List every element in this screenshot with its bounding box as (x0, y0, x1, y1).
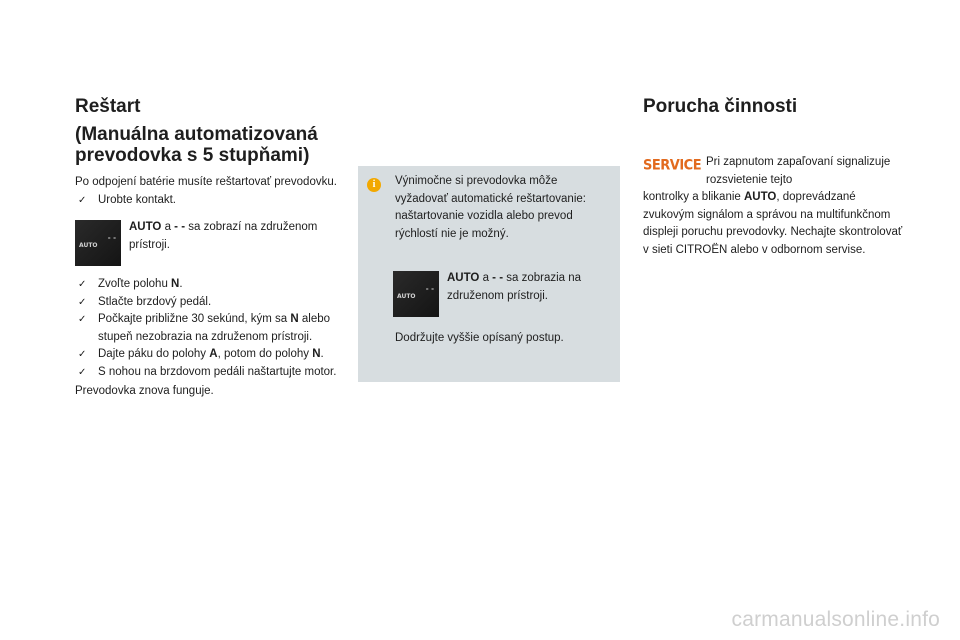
bullet-icon: ✓ (78, 279, 87, 290)
info-note-box (358, 166, 620, 382)
list-item: ✓ Stlačte brzdový pedál. (75, 294, 340, 312)
section-title-malfunction: Porucha činnosti (643, 96, 798, 117)
follow-text: Dodržujte vyššie opísaný postup. (395, 332, 564, 344)
bullet-icon: ✓ (78, 194, 87, 206)
service-warning-icon: SERVICE (643, 157, 702, 174)
bullet-icon: ✓ (78, 366, 87, 378)
auto-display-block (75, 219, 340, 266)
bullet-icon: ✓ (78, 314, 87, 325)
auto-display-image: AUTO - - (393, 271, 439, 317)
info-icon: i (367, 178, 381, 192)
watermark: carmanualsonline.info (731, 608, 940, 631)
auto-display-text: AUTO a - - sa zobrazí na združenom prístroji. (129, 221, 318, 251)
intro-text: Po odpojení batérie musíte reštartovať prevodovku. (75, 176, 337, 188)
service-line: Pri zapnutom zapaľovaní signalizuje rozsvietenie tejto (706, 156, 891, 186)
step-list-1 (75, 192, 340, 210)
auto-display-block (393, 270, 597, 317)
outro-text: Prevodovka znova funguje. (75, 385, 214, 397)
note-text: Výnimočne si prevodovka môže vyžadovať automatické reštartovanie: naštartovanie vozidla alebo prevod rýchlostí nie je možný. (395, 175, 586, 240)
list-item: ✓ Dajte páku do polohy A, potom do polohy N. (75, 346, 340, 364)
list-item: ✓ S nohou na brzdovom pedáli naštartujte motor. (75, 364, 340, 382)
bullet-icon: ✓ (78, 296, 87, 308)
service-block (643, 154, 905, 259)
bullet-icon: ✓ (78, 349, 87, 360)
auto-display-image: AUTO - - (75, 220, 121, 266)
service-body: kontrolky a blikanie AUTO, doprevádzané zvukovým signálom a správou na multifunkčnom displeji poruchu prevodovky. Nechajte skontrolovať v sieti CITROËN alebo v odbornom servise. (643, 191, 903, 256)
list-item: ✓ Urobte kontakt. (75, 192, 340, 210)
left-column (75, 96, 340, 401)
section-subtitle: (Manuálna automatizovaná prevodovka s 5 stupňami) (75, 124, 318, 166)
section-title-restart: Reštart (75, 96, 141, 117)
right-column (643, 96, 905, 259)
step-list-2 (75, 276, 340, 381)
list-item: ✓ Zvoľte polohu N. (75, 276, 340, 294)
list-item: ✓ Počkajte približne 30 sekúnd, kým sa N alebo stupeň nezobrazia na združenom prístroji. (78, 313, 331, 343)
auto-display-text: AUTO a - - sa zobrazia na združenom prístroji. (447, 272, 582, 302)
